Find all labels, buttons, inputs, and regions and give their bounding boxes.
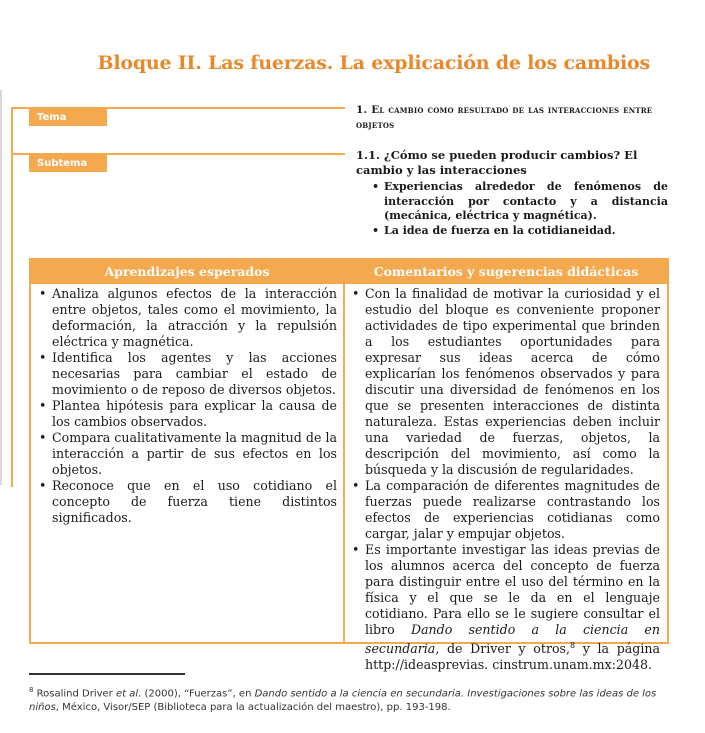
footnote-rule: [29, 673, 185, 675]
tema-text: 1. El cambio como resultado de las interacciones entre objetos: [356, 104, 653, 131]
content-table: [29, 258, 669, 673]
comentario-text: Es importante investigar las ideas previas de los alumnos acerca del concepto de fuerza para distinguir entre el uso del término en la física y el que se le da en el lenguaje cotidiano. Para ello se le sugiere consultar el libro: [365, 542, 660, 637]
page-title: Bloque II. Las fuerzas. La explicación de los cambios: [97, 52, 650, 74]
book-title: Dando sentido a la ciencia en secundaria: [365, 622, 660, 657]
comentario-text: y la página http://ideasprevias. cinstrum.unam.mx:2048.: [365, 641, 660, 673]
subtema-list: [370, 180, 668, 238]
comentario-item: • La comparación de diferentes magnitudes de fuerzas puede realizarse contrastando los efectos de experiencias cotidianas como cargar, jalar y empujar objetos.: [350, 478, 660, 542]
footnote: [29, 683, 669, 715]
footnote-text: , México, Visor/SEP (Biblioteca para la actualización del maestro), pp. 193-198.: [55, 702, 451, 714]
left-margin-rule: [11, 107, 13, 487]
aprendizaje-item: • Plantea hipótesis para explicar la causa de los cambios observados.: [37, 398, 337, 430]
table-header-comentarios: Comentarios y sugerencias didácticas: [345, 260, 667, 284]
footnote-number: 8: [29, 686, 34, 694]
table-header-aprendizajes: Aprendizajes esperados: [31, 260, 343, 284]
column-divider: [343, 260, 345, 642]
footnote-book-title: Dando sentido a la ciencia en secundaria. Investigaciones sobre las ideas de los niños: [29, 688, 657, 714]
comentarios-list: [350, 286, 660, 673]
subtema-heading: 1.1. ¿Cómo se pueden producir cambios? El cambio y las interacciones: [356, 148, 638, 177]
comentario-item: [350, 542, 660, 673]
subtema-item: • Experiencias alrededor de fenómenos de interacción por contacto y a distancia (mecánica, eléctrica y magnética).: [370, 180, 668, 224]
subtema-label: Subtema: [29, 155, 107, 172]
subtema-item: • La idea de fuerza en la cotidianeidad.: [370, 224, 668, 239]
subtema-block: [356, 148, 668, 238]
tema-label: Tema: [29, 109, 107, 126]
comentario-text: , de Driver y otros,: [435, 641, 571, 657]
aprendizaje-item: • Compara cualitativamente la magnitud de la interacción a partir de sus efectos en los objetos.: [37, 430, 337, 478]
footnote-text: Rosalind Driver: [33, 688, 116, 700]
comentario-item: • Con la finalidad de motivar la curiosidad y el estudio del bloque es conveniente proponer actividades de tipo experimental que brinden a los estudiantes oportunidades para expresar sus ideas acerca de cómo explicarían los fenómenos observados y para discutir una diversidad de fenómenos en los que se presenten interacciones de distinta naturaleza. Estas experiencias deben incluir una variedad de fuerzas, objetos, la descripción del movimiento, así como la búsqueda y la discusión de regularidades.: [350, 286, 660, 478]
aprendizaje-item: • Analiza algunos efectos de la interacción entre objetos, tales como el movimiento, la deformación, la atracción y la repulsión eléctrica y magnética.: [37, 286, 337, 350]
footnote-ref: 8: [570, 641, 576, 650]
footnote-etal: et al.: [115, 688, 142, 700]
aprendizaje-item: • Identifica los agentes y las acciones necesarias para cambiar el estado de movimiento o de reposo de diversos objetos.: [37, 350, 337, 398]
aprendizajes-list: [37, 286, 337, 526]
aprendizaje-item: • Reconoce que en el uso cotidiano el concepto de fuerza tiene distintos significados.: [37, 478, 337, 526]
footnote-text: (2000), “Fuerzas”, en: [141, 688, 255, 700]
page-edge-shadow: [0, 90, 2, 485]
